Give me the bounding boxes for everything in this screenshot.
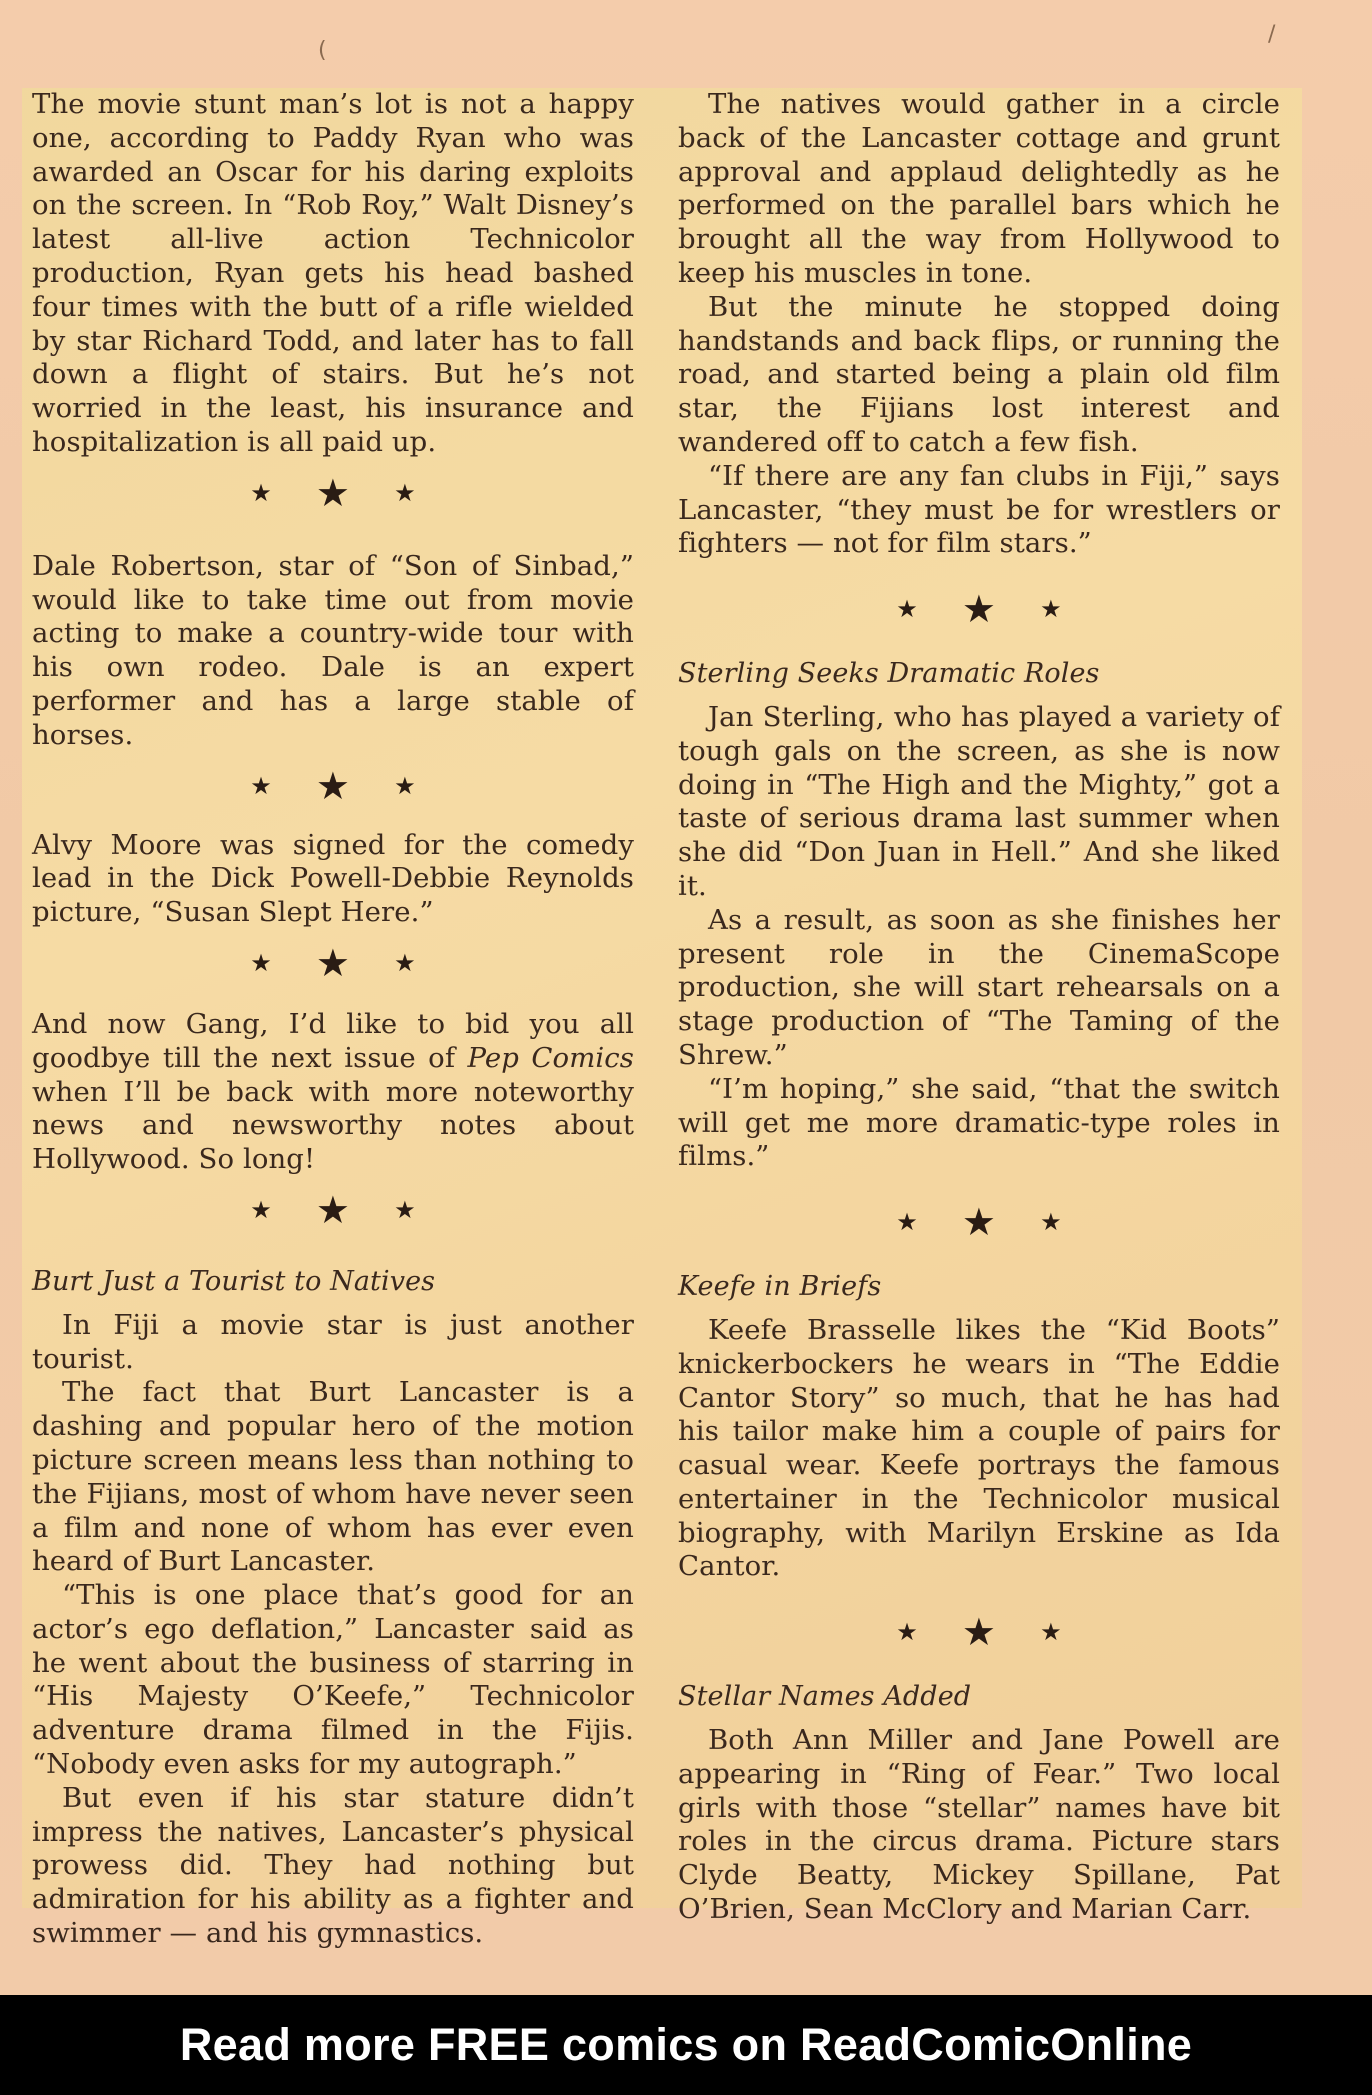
stellar-paragraph: Both Ann Miller and Jane Powell are appearing in “Ring of Fear.” Two local girls with those “stellar” names have bit roles in the circus drama. Picture stars Clyde Beatty, Mickey Spillane, Pat O’Brien, Sean McClory and Marian Carr. xyxy=(678,1724,1280,1926)
small-star-icon: ★ xyxy=(1040,595,1062,624)
big-star-icon: ★ xyxy=(315,763,351,808)
small-star-icon: ★ xyxy=(394,1195,416,1224)
big-star-icon: ★ xyxy=(315,940,351,985)
small-star-icon: ★ xyxy=(250,771,272,800)
small-star-icon: ★ xyxy=(394,948,416,977)
goodbye-text-2: when I’ll be back with more noteworthy news and newsworthy notes about Hollywood. So long! xyxy=(32,1075,634,1176)
big-star-icon: ★ xyxy=(315,1187,351,1232)
robertson-paragraph: Dale Robertson, star of “Son of Sinbad,” would like to take time out from movie acting to make a country-wide tour with his own rodeo. Dale is an expert performer and has a large stable of horses. xyxy=(32,549,634,751)
burt-heading: Burt Just a Tourist to Natives xyxy=(32,1265,436,1297)
stunt-man-paragraph: The movie stunt man’s lot is not a happy one, according to Paddy Ryan who was awarded an Oscar for his daring exploits on the screen. In “Rob Roy,” Walt Disney’s latest all-live action Technicolor production, Ryan gets his head bashed four times with the butt of a rifle wielded by star Richard Todd, and later has to fall down a flight of stairs. But he’s not worried in the least, his insurance and hospitalization is all paid up. xyxy=(32,88,634,458)
small-star-icon: ★ xyxy=(896,1208,918,1237)
right-column xyxy=(678,88,1280,1927)
burt-paragraph-4: But even if his star stature didn’t impress the natives, Lancaster’s physical prowess did. They had nothing but admiration for his ability as a fighter and swimmer — and his gymnastics. xyxy=(32,1781,634,1950)
small-star-icon: ★ xyxy=(250,478,272,507)
goodbye-paragraph xyxy=(32,1008,634,1177)
small-star-icon: ★ xyxy=(1040,1208,1062,1237)
burt-paragraph-2: The fact that Burt Lancaster is a dashing and popular hero of the motion picture screen means less than nothing to the Fijians, most of whom have never seen a film and none of whom has ever even heard of Burt Lancaster. xyxy=(32,1376,634,1578)
burt-paragraph-1: In Fiji a movie star is just another tourist. xyxy=(32,1308,634,1375)
small-star-icon: ★ xyxy=(896,1618,918,1647)
small-star-icon: ★ xyxy=(250,1195,272,1224)
small-star-icon: ★ xyxy=(1040,1618,1062,1647)
burt-paragraph-3: “This is one place that’s good for an actor’s ego deflation,” Lancaster said as he went about the business of starring in “His Majesty O’Keefe,” Technicolor adventure drama filmed in the Fijis. “Nobody even asks for my autograph.” xyxy=(32,1579,634,1781)
keefe-heading: Keefe in Briefs xyxy=(678,1271,882,1303)
moore-paragraph: Alvy Moore was signed for the comedy lead in the Dick Powell-Debbie Reynolds picture, “Susan Slept Here.” xyxy=(32,828,634,929)
sterling-heading: Sterling Seeks Dramatic Roles xyxy=(678,658,1100,690)
star-separator xyxy=(32,1177,634,1243)
big-star-icon: ★ xyxy=(961,587,997,632)
page-blemish: ( xyxy=(318,38,327,63)
star-separator xyxy=(678,561,1280,657)
small-star-icon: ★ xyxy=(896,595,918,624)
small-star-icon: ★ xyxy=(394,478,416,507)
small-star-icon: ★ xyxy=(394,771,416,800)
star-separator xyxy=(678,1174,1280,1270)
small-star-icon: ★ xyxy=(250,948,272,977)
big-star-icon: ★ xyxy=(961,1610,997,1655)
sterling-paragraph-2: As a result, as soon as she finishes her present role in the CinemaScope production, she will start rehearsals on a stage production of “The Taming of the Shrew.” xyxy=(678,903,1280,1071)
star-separator xyxy=(678,1584,1280,1680)
star-separator xyxy=(32,460,634,526)
sterling-paragraph-3: “I’m hoping,” she said, “that the switch will get me more dramatic-type roles in films.” xyxy=(678,1072,1280,1173)
big-star-icon: ★ xyxy=(961,1200,997,1245)
natives-paragraph: The natives would gather in a circle back of the Lancaster cottage and grunt approval and applaud delightedly as he performed on the parallel bars which he brought all the way from Hollywood to keep his muscles in tone. xyxy=(678,88,1280,289)
page-blemish: / xyxy=(1268,22,1276,47)
star-separator xyxy=(32,753,634,819)
stellar-heading: Stellar Names Added xyxy=(678,1681,972,1713)
star-separator xyxy=(32,930,634,996)
handstands-paragraph: But the minute he stopped doing handstands and back flips, or running the road, and started being a plain old film star, the Fijians lost interest and wandered off to catch a few fish. xyxy=(678,290,1280,458)
keefe-paragraph: Keefe Brasselle likes the “Kid Boots” knickerbockers he wears in “The Eddie Cantor Story” so much, that he has had his tailor make him a couple of pairs for casual wear. Keefe portrays the famous entertainer in the Technicolor musical biography, with Marilyn Erskine as Ida Cantor. xyxy=(678,1313,1280,1583)
big-star-icon: ★ xyxy=(315,470,351,515)
pep-comics-title: Pep Comics xyxy=(467,1041,635,1074)
goodbye-text-1: And now Gang, I’d like to bid you all goodbye till the next issue of xyxy=(32,1007,634,1074)
footer-banner[interactable] xyxy=(0,1995,1372,2095)
fan-clubs-paragraph: “If there are any fan clubs in Fiji,” says Lancaster, “they must be for wrestlers or fighters — not for film stars.” xyxy=(678,459,1280,560)
sterling-paragraph-1: Jan Sterling, who has played a variety of tough gals on the screen, as she is now doing in “The High and the Mighty,” got a taste of serious drama last summer when she did “Don Juan in Hell.” And she liked it. xyxy=(678,700,1280,902)
left-column xyxy=(32,88,634,1951)
footer-banner-text[interactable]: Read more FREE comics on ReadComicOnline xyxy=(179,2019,1193,2070)
